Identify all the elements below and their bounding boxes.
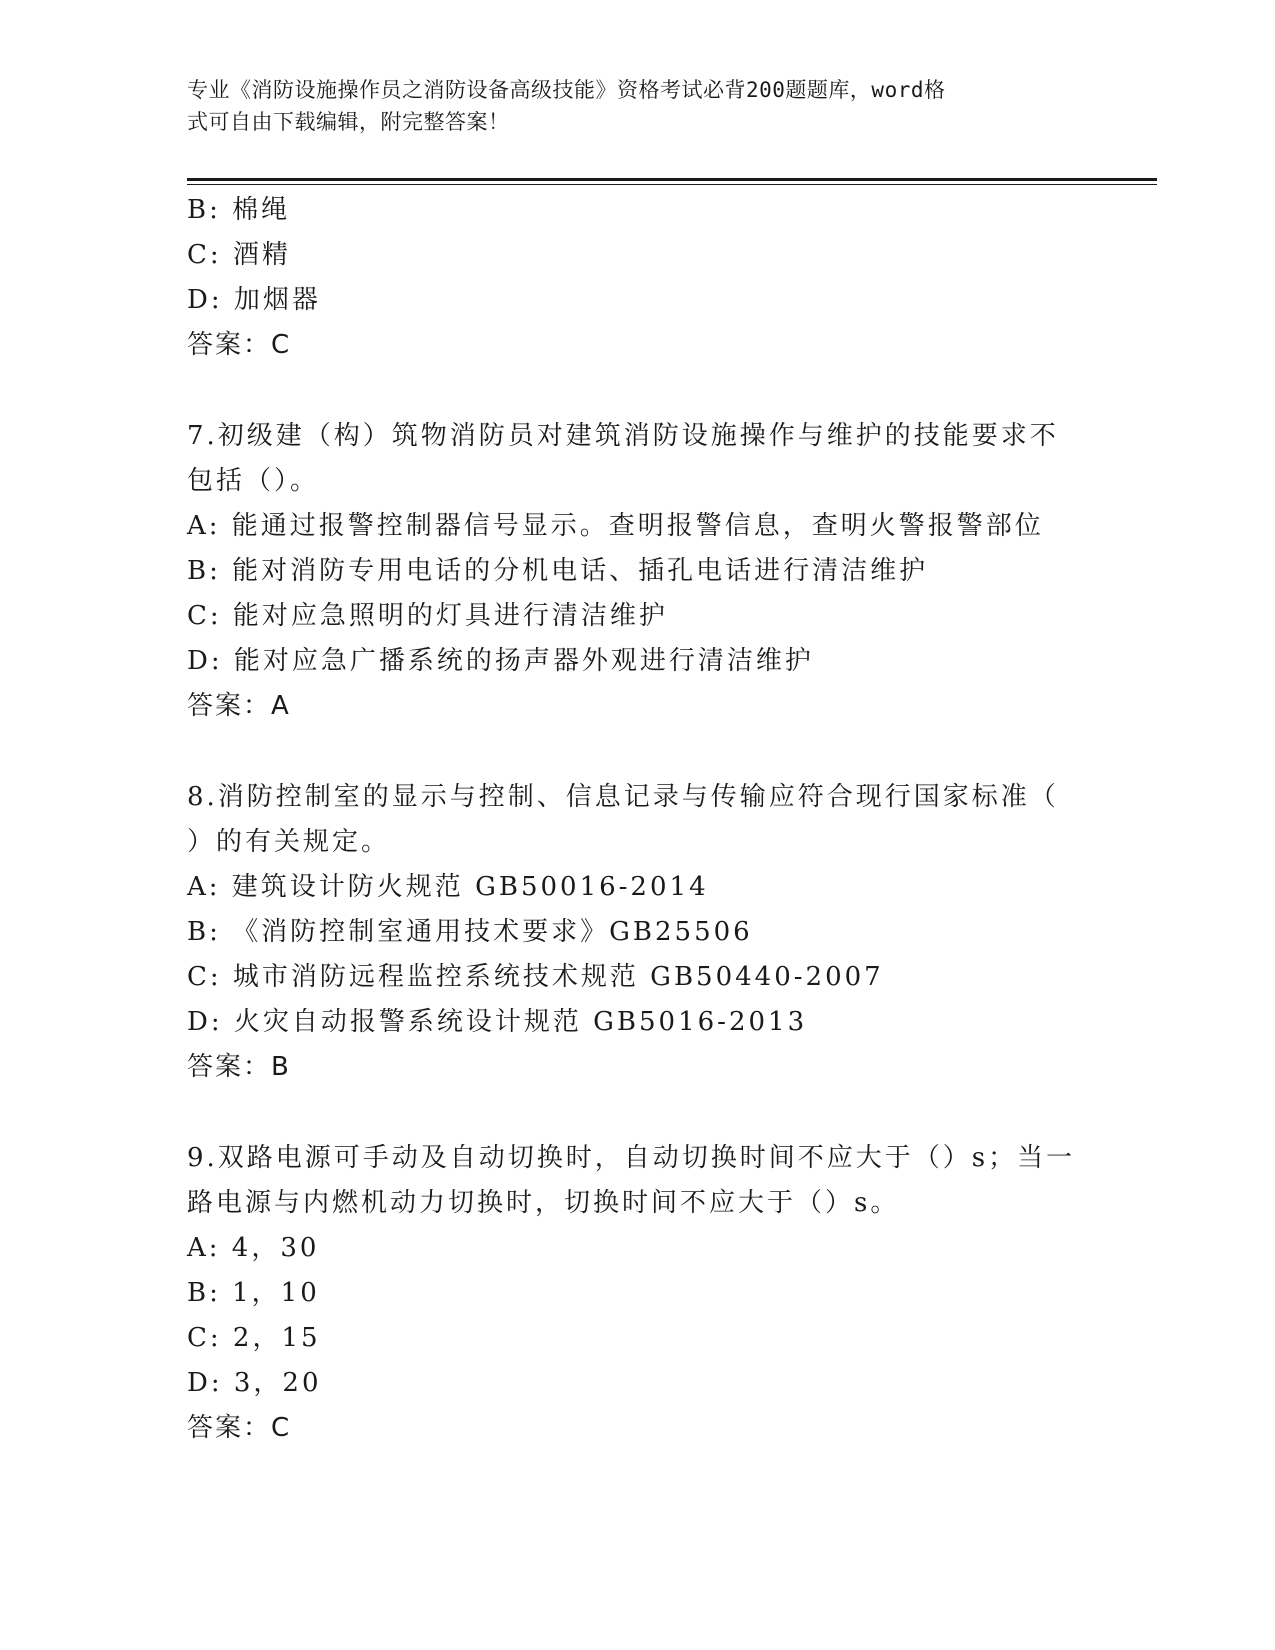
q6-option-d: D: 加烟器 <box>187 285 321 315</box>
q7-option-b: B: 能对消防专用电话的分机电话、插孔电话进行清洁维护 <box>187 556 929 586</box>
q9-option-a: A: 4，30 <box>187 1233 320 1263</box>
header-line-1: 专业《消防设施操作员之消防设备高级技能》资格考试必背200题题库，word格 <box>187 78 946 102</box>
q8-option-c: C: 城市消防远程监控系统技术规范 GB50440-2007 <box>187 962 884 992</box>
q7-option-a: A: 能通过报警控制器信号显示。查明报警信息，查明火警报警部位 <box>187 511 1044 541</box>
q8-option-b: B: 《消防控制室通用技术要求》GB25506 <box>187 917 753 947</box>
q9-option-b: B: 1，10 <box>187 1278 320 1308</box>
q9-answer: 答案：C <box>187 1413 292 1443</box>
q6-option-c: C: 酒精 <box>187 240 291 270</box>
q6-answer: 答案：C <box>187 330 292 360</box>
header-divider-thick <box>187 178 1157 181</box>
q9-stem-line-2: 路电源与内燃机动力切换时，切换时间不应大于（）s。 <box>187 1188 900 1218</box>
q7-option-c: C: 能对应急照明的灯具进行清洁维护 <box>187 601 668 631</box>
header-line-2: 式可自由下载编辑，附完整答案！ <box>187 110 510 134</box>
q8-stem-line-1: 8.消防控制室的显示与控制、信息记录与传输应符合现行国家标准（ <box>187 782 1059 812</box>
q7-stem-line-1: 7.初级建（构）筑物消防员对建筑消防设施操作与维护的技能要求不 <box>187 421 1059 451</box>
q7-option-d: D: 能对应急广播系统的扬声器外观进行清洁维护 <box>187 646 814 676</box>
header-divider-thin <box>187 184 1157 185</box>
q9-option-d: D: 3，20 <box>187 1368 322 1398</box>
q8-option-a: A: 建筑设计防火规范 GB50016-2014 <box>187 872 709 902</box>
q8-option-d: D: 火灾自动报警系统设计规范 GB5016-2013 <box>187 1007 808 1037</box>
q9-option-c: C: 2，15 <box>187 1323 321 1353</box>
q7-answer: 答案：A <box>187 691 291 721</box>
q6-option-b: B: 棉绳 <box>187 195 291 225</box>
q8-stem-line-2: ）的有关规定。 <box>187 827 391 857</box>
q7-stem-line-2: 包括（）。 <box>187 466 320 496</box>
document-header <box>187 74 1067 138</box>
q8-answer: 答案：B <box>187 1052 291 1082</box>
q9-stem-line-1: 9.双路电源可手动及自动切换时，自动切换时间不应大于（）s；当一 <box>187 1143 1076 1173</box>
